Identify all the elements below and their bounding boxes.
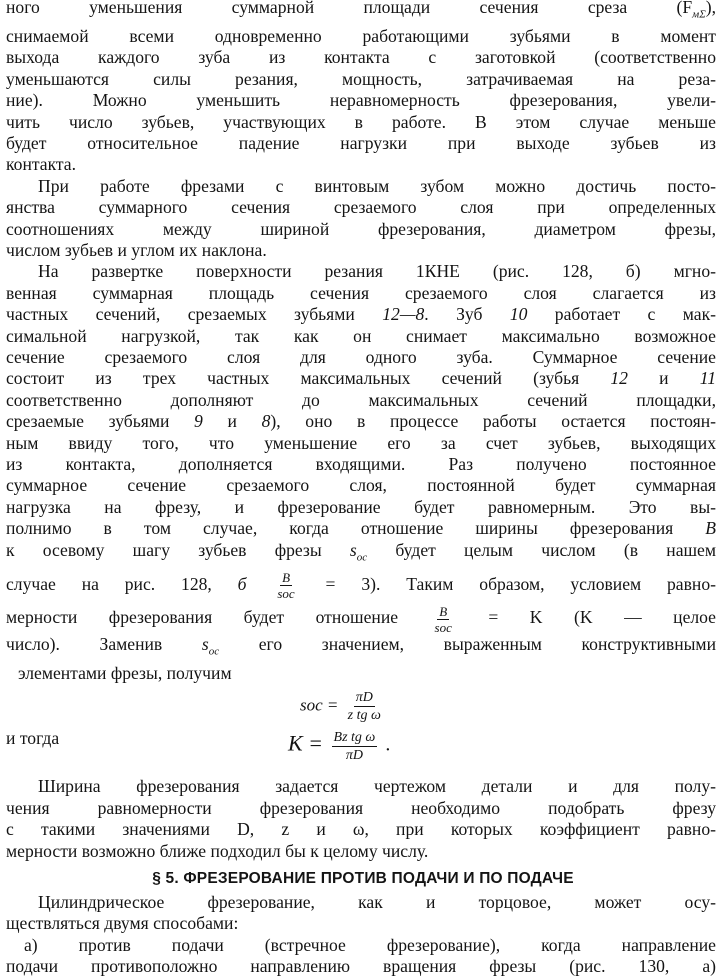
paragraph-helical-teeth <box>0 176 726 262</box>
text-line: Ширина фрезерования задается чертежом детали и для полу- <box>38 776 716 797</box>
text-line: соответственно дополняют до максимальных сечений площадки, <box>6 389 716 410</box>
text-line: полнимо в том случае, когда отношение ширины фрезерования B <box>6 518 716 539</box>
paragraph-milling-methods <box>0 892 726 978</box>
text-line: сечение срезаемого слоя для одного зуба. Суммарное сечение <box>6 347 716 368</box>
text-line: случае на рис. 128, б $\frac{B}{\text{sос}}$ = 3). Таким образом, условием равно- <box>6 570 716 602</box>
text-line: числом зубьев и углом их наклона. <box>6 239 267 260</box>
text-line: соотношениях между шириной фрезерования, диаметром фрезы, <box>6 218 716 239</box>
text-line: янства суммарного сечения срезаемого слоя при определенных <box>6 197 716 218</box>
text-line: частных сечений, срезаемых зубьями 12—8. Зуб 10 работает с мак- <box>6 304 716 325</box>
text-line: мерности возможно ближе подходил бы к целому числу. <box>6 840 429 861</box>
section-heading: § 5. ФРЕЗЕРОВАНИЕ ПРОТИВ ПОДАЧИ И ПО ПОДАЧЕ <box>152 870 574 887</box>
text-line: срезаемые зубьями 9 и 8), оно в процессе работы остается постоян- <box>6 411 716 432</box>
text-line: будет относительное падение нагрузки при выходе зубьев из <box>6 132 716 153</box>
text-line: ного уменьшения суммарной площади сечения среза $(F_{м\Sigma})$, <box>6 0 716 21</box>
text-line: чить число зубьев, участвующих в работе. В этом случае меньше <box>6 111 716 132</box>
text-line: мерности фрезерования будет отношение $\frac{B}{\text{sос}}$ = K (K — целое <box>6 603 716 635</box>
text-line: На развертке поверхности резания 1КНЕ (рис. 128, б) мгно- <box>38 261 716 282</box>
text-line: подачи противоположно направлению вращения фрезы (рис. 130, а) <box>6 956 716 977</box>
text-line: состоит из трех частных максимальных сечений (зубья 12 и 11 <box>6 368 717 389</box>
formula-lhs: K = <box>288 730 329 756</box>
text-line: выхода каждого зуба из контакта с заготовкой (соответственно <box>6 47 716 68</box>
text-line: а) против подачи (встречное фрезерование), когда направление <box>24 934 716 955</box>
text-line: ществляться двумя способами: <box>6 913 239 934</box>
text-line: к осевому шагу зубьев фрезы $s_{ос}$ будет целым числом (в нашем <box>6 539 716 564</box>
formula-prefix: и тогда <box>6 728 60 749</box>
ratio-fraction: $\frac{B}{\text{sос}}$ <box>434 603 452 635</box>
paragraph-continuation <box>0 0 726 176</box>
text-line: снимаемой всеми одновременно работающими зубьями в момент <box>6 25 716 46</box>
text-line: ние). Можно уменьшить неравномерность фрезерования, увели- <box>6 90 716 111</box>
text-line: чения равномерности фрезерования необходимо подобрать фрезу <box>6 797 716 818</box>
text-line: с такими значениями D, z и ω, при которых коэффициент равно- <box>6 819 716 840</box>
formula-fraction: $\frac{\pi D}{\text{z tg ω}}$ <box>347 690 381 724</box>
text-line: уменьшаются силы резания, мощность, затрачиваемая на реза- <box>6 68 716 89</box>
text-line: Цилиндрическое фрезерование, как и торцовое, может осу- <box>38 892 716 912</box>
formula-uniformity-coefficient: и тогда K = $\frac{\text{Bz tg ω}}{\pi D}$ . <box>6 728 391 764</box>
text-line: суммарное сечение срезаемого слоя, постоянной будет суммарная <box>6 475 716 496</box>
formula-fraction: $\frac{\text{Bz tg ω}}{\pi D}$ <box>333 730 376 764</box>
formula-lhs: sос = <box>300 695 343 715</box>
paragraph-milling-width <box>0 776 726 862</box>
ratio-fraction: $\frac{B}{\text{sос}}$ <box>277 570 295 602</box>
text-line: ным ввиду того, что уменьшение его за счет зубьев, выходящих <box>6 432 716 453</box>
text-line: венная суммарная площадь сечения срезаемого слоя слагается из <box>6 282 716 303</box>
text-line: При работе фрезами с винтовым зубом можно достичь посто- <box>38 175 716 196</box>
text-line: симальной нагрузкой, так как он снимает максимально возможное <box>6 325 716 346</box>
text-line: элементами фрезы, получим <box>18 662 232 683</box>
text-line: нагрузка на фрезу, и фрезерование будет равномерным. Это вы- <box>6 496 716 517</box>
formula-axial-pitch <box>0 684 726 724</box>
paragraph-cutting-surface <box>0 261 726 684</box>
text-line: из контакта, дополняется входящими. Раз получено постоянное <box>6 454 716 475</box>
text-line: число). Заменив $s_{ос}$ его значением, выраженным конструктивными <box>6 634 716 658</box>
text-line: контакта. <box>6 154 77 175</box>
